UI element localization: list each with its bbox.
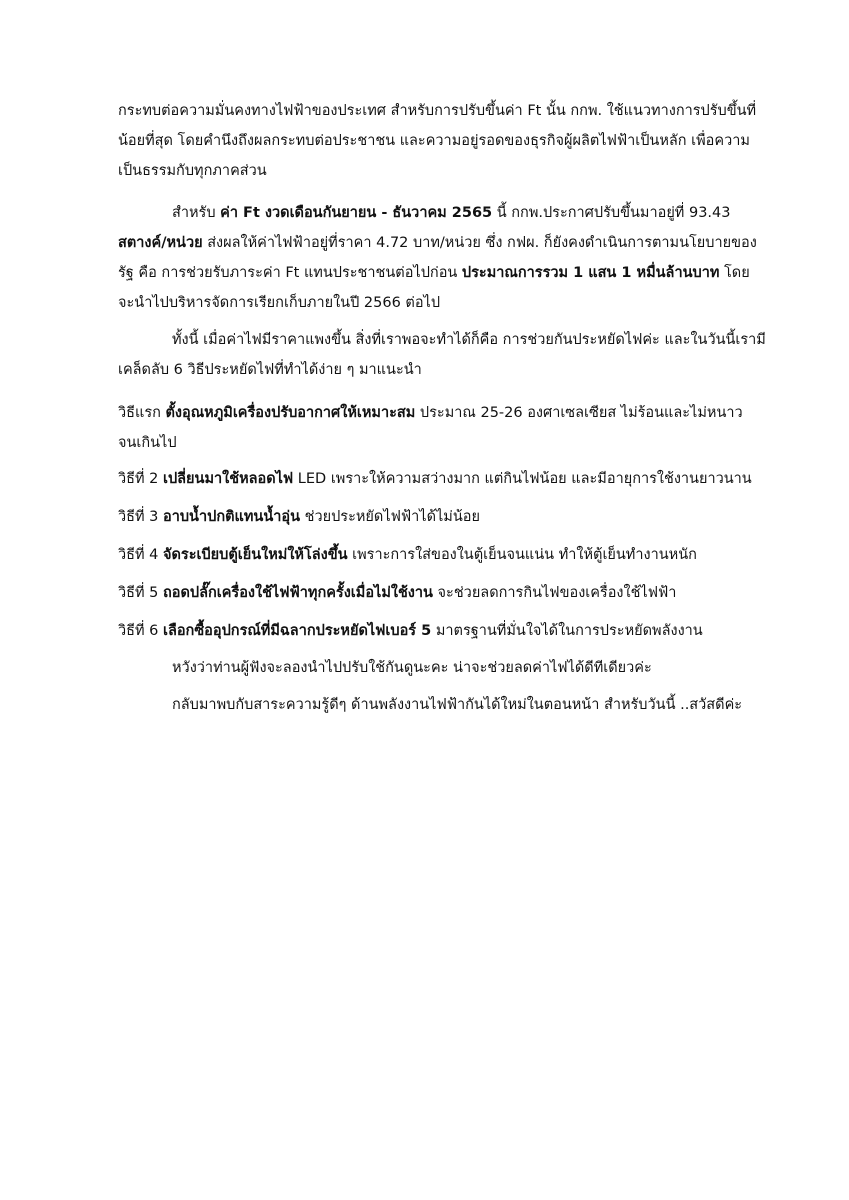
tip-title: เลือกซื้ออุปกรณ์ที่มีฉลากประหยัดไฟเบอร์ 5 [163, 623, 432, 639]
tip-item-4 [118, 540, 748, 570]
tip-detail: มาตรฐานที่มั่นใจได้ในการประหยัดพลังงาน [431, 623, 703, 639]
tip-detail: LED เพราะให้ความสว่างมาก แต่กินไฟน้อย และมีอายุการใช้งานยาวนาน [293, 471, 752, 487]
tip-prefix: วิธีที่ 6 [118, 623, 163, 639]
text-span: รัฐ คือ การช่วยรับภาระค่า Ft แทนประชาชนต่อไปก่อน [118, 265, 462, 281]
paragraph-ft-rate [118, 198, 757, 318]
tip-item-2 [118, 464, 752, 494]
tip-prefix: วิธีแรก [118, 405, 166, 421]
tip-item-5 [118, 578, 748, 608]
text-span: สำหรับ [172, 205, 221, 221]
tip-title: อาบน้ำปกติแทนน้ำอุ่น [163, 509, 300, 525]
tip-prefix: วิธีที่ 5 [118, 585, 163, 601]
tip-prefix: วิธีที่ 4 [118, 547, 163, 563]
text-line: กระทบต่อความมั่นคงทางไฟฟ้าของประเทศ สำหรับการปรับขึ้นค่า Ft นั้น กกพ. ใช้แนวทางการปรับขึ้นที่ [118, 103, 757, 119]
text-line [118, 540, 748, 570]
tip-title: ถอดปลั๊กเครื่องใช้ไฟฟ้าทุกครั้งเมื่อไม่ใช้งาน [163, 585, 433, 601]
tip-prefix: วิธีที่ 2 [118, 471, 163, 487]
text-line: หวังว่าท่านผู้ฟังจะลองนำไปปรับใช้กันดูนะคะ น่าจะช่วยลดค่าไฟได้ดีทีเดียวค่ะ [172, 660, 652, 676]
text-span: ส่งผลให้ค่าไฟฟ้าอยู่ที่ราคา 4.72 บาท/หน่วย ซึ่ง กฟผ. ก็ยังคงดำเนินการตามนโยบายของ [202, 235, 757, 251]
text-line [118, 464, 752, 494]
bold-text: สตางค์/หน่วย [118, 235, 203, 251]
text-line: กลับมาพบกับสาระความรู้ดีๆ ด้านพลังงานไฟฟ้ากันได้ใหม่ในตอนหน้า สำหรับวันนี้ ..สวัสดีค่ะ [172, 697, 743, 713]
text-line: ทั้งนี้ เมื่อค่าไฟมีราคาแพงขึ้น สิ่งที่เราพอจะทำได้ก็คือ การช่วยกันประหยัดไฟค่ะ และในวันนี้เรามี [172, 332, 766, 348]
text-span: นี้ กกพ.ประกาศปรับขึ้นมาอยู่ที่ 93.43 [492, 205, 731, 221]
tip-title: เปลี่ยนมาใช้หลอดไฟ [163, 471, 294, 487]
tip-detail: ช่วยประหยัดไฟฟ้าได้ไม่น้อย [300, 509, 480, 525]
bold-text: ประมาณการรวม 1 แสน 1 หมื่นล้านบาท [461, 265, 720, 281]
tip-title: จัดระเบียบตู้เย็นใหม่ให้โล่งขึ้น [163, 547, 348, 563]
text-line [118, 198, 748, 228]
tip-detail: เพราะการใส่ของในตู้เย็นจนแน่น ทำให้ตู้เย็นทำงานหนัก [347, 547, 697, 563]
tip-item-1 [118, 398, 748, 458]
text-line: เคล็ดลับ 6 วิธีประหยัดไฟที่ทำได้ง่าย ๆ มาแนะนำ [118, 362, 422, 378]
text-line [118, 228, 757, 258]
text-line [118, 616, 748, 646]
text-line: จะนำไปบริหารจัดการเรียกเก็บภายในปี 2566 ต่อไป [118, 295, 441, 311]
text-line [118, 398, 748, 428]
paragraph-ft-impact [118, 96, 757, 186]
tip-prefix: วิธีที่ 3 [118, 509, 163, 525]
closing-line-1 [118, 653, 748, 683]
tip-detail: ประมาณ 25-26 องศาเซลเซียส ไม่ร้อนและไม่หนาว [415, 405, 743, 421]
text-line [118, 258, 748, 288]
tip-item-3 [118, 502, 748, 532]
tip-detail: จะช่วยลดการกินไฟของเครื่องใช้ไฟฟ้า [432, 585, 677, 601]
text-line: จนเกินไป [118, 435, 177, 451]
text-line: น้อยที่สุด โดยคำนึงถึงผลกระทบต่อประชาชน และความอยู่รอดของธุรกิจผู้ผลิตไฟฟ้าเป็นหลัก เพื่อความ [118, 133, 750, 149]
text-line [118, 578, 748, 608]
text-line: เป็นธรรมกับทุกภาคส่วน [118, 163, 267, 179]
paragraph-saving-intro [118, 325, 766, 385]
bold-text: ค่า Ft งวดเดือนกันยายน - ธันวาคม 2565 [220, 205, 493, 221]
closing-line-2 [118, 690, 748, 720]
text-line [118, 502, 748, 532]
text-span: โดย [719, 265, 750, 281]
tip-title: ตั้งอุณหภูมิเครื่องปรับอากาศให้เหมาะสม [165, 405, 416, 421]
tip-item-6 [118, 616, 748, 646]
